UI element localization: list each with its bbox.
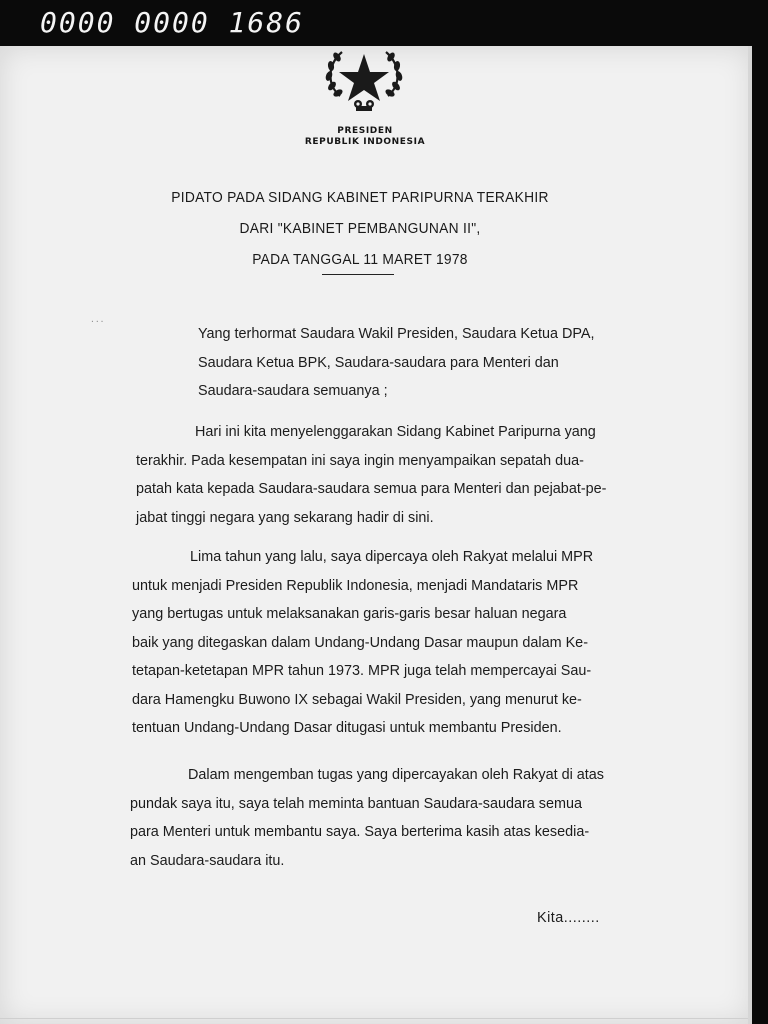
paragraph-line: untuk menjadi Presiden Republik Indonesia, menjadi Mandataris MPR	[132, 577, 579, 594]
paragraph-line: tetapan-ketetapan MPR tahun 1973. MPR juga telah mempercayai Sau-	[132, 663, 592, 679]
page-bottom-edge	[0, 1018, 752, 1019]
paragraph-line: Lima tahun yang lalu, saya dipercaya oleh Rakyat melalui MPR	[190, 549, 594, 565]
paragraph-line: Hari ini kita menyelenggarakan Sidang Kabinet Paripurna yang	[195, 424, 596, 440]
next-page-catchword: Kita........	[537, 910, 600, 926]
paragraph-line: Yang terhormat Saudara Wakil Presiden, Saudara Ketua DPA,	[198, 326, 595, 342]
paragraph-line: tentuan Undang-Undang Dasar ditugasi untuk membantu Presiden.	[132, 720, 562, 736]
paragraph-line: patah kata kepada Saudara-saudara semua para Menteri dan pejabat-pe-	[136, 481, 607, 497]
title-line-2: DARI "KABINET PEMBANGUNAN II",	[239, 220, 481, 237]
paragraph-mandate	[120, 543, 640, 743]
paragraph-line: para Menteri untuk membantu saya. Saya berterima kasih atas kesedia-	[130, 824, 590, 840]
letterhead-line-2: REPUBLIK INDONESIA	[304, 137, 426, 147]
page-right-edge	[748, 46, 752, 1024]
paragraph-gratitude	[120, 761, 640, 875]
paragraph-line: jabat tinggi negara yang sekarang hadir di sini.	[136, 509, 434, 526]
paragraph-line: Saudara Ketua BPK, Saudara-saudara para Menteri dan	[198, 354, 559, 371]
paragraph-line: terakhir. Pada kesempatan ini saya ingin menyampaikan sepatah dua-	[136, 452, 584, 469]
document-title	[139, 182, 581, 275]
paragraph-line: an Saudara-saudara itu.	[130, 852, 285, 869]
title-line-3: PADA TANGGAL 11 MARET 1978	[252, 251, 468, 268]
paragraph-line: baik yang ditegaskan dalam Undang-Undang Dasar maupun dalam Ke-	[132, 634, 588, 651]
scan-speck: ···	[90, 317, 105, 326]
paragraph-line: Saudara-saudara semuanya ;	[198, 383, 388, 399]
title-line-1: PIDATO PADA SIDANG KABINET PARIPURNA TERAKHIR	[171, 189, 549, 206]
garuda-star-wreath-emblem-icon	[318, 46, 410, 116]
paragraph-line: yang bertugas untuk melaksanakan garis-garis besar haluan negara	[132, 606, 567, 622]
paragraph-salutation	[120, 320, 640, 406]
letterhead-line-1: PRESIDEN	[337, 126, 393, 136]
document-page	[0, 46, 752, 1024]
title-underline-rule	[322, 274, 394, 275]
paragraph-line: dara Hamengku Buwono IX sebagai Wakil Presiden, yang menurut ke-	[132, 691, 582, 708]
letterhead	[250, 126, 480, 148]
film-frame-counter: 0000 0000 1686	[40, 6, 305, 39]
paragraph-opening	[120, 418, 640, 532]
paragraph-line: Dalam mengemban tugas yang dipercayakan oleh Rakyat di atas	[188, 767, 604, 783]
paragraph-line: pundak saya itu, saya telah meminta bantuan Saudara-saudara semua	[130, 795, 582, 812]
